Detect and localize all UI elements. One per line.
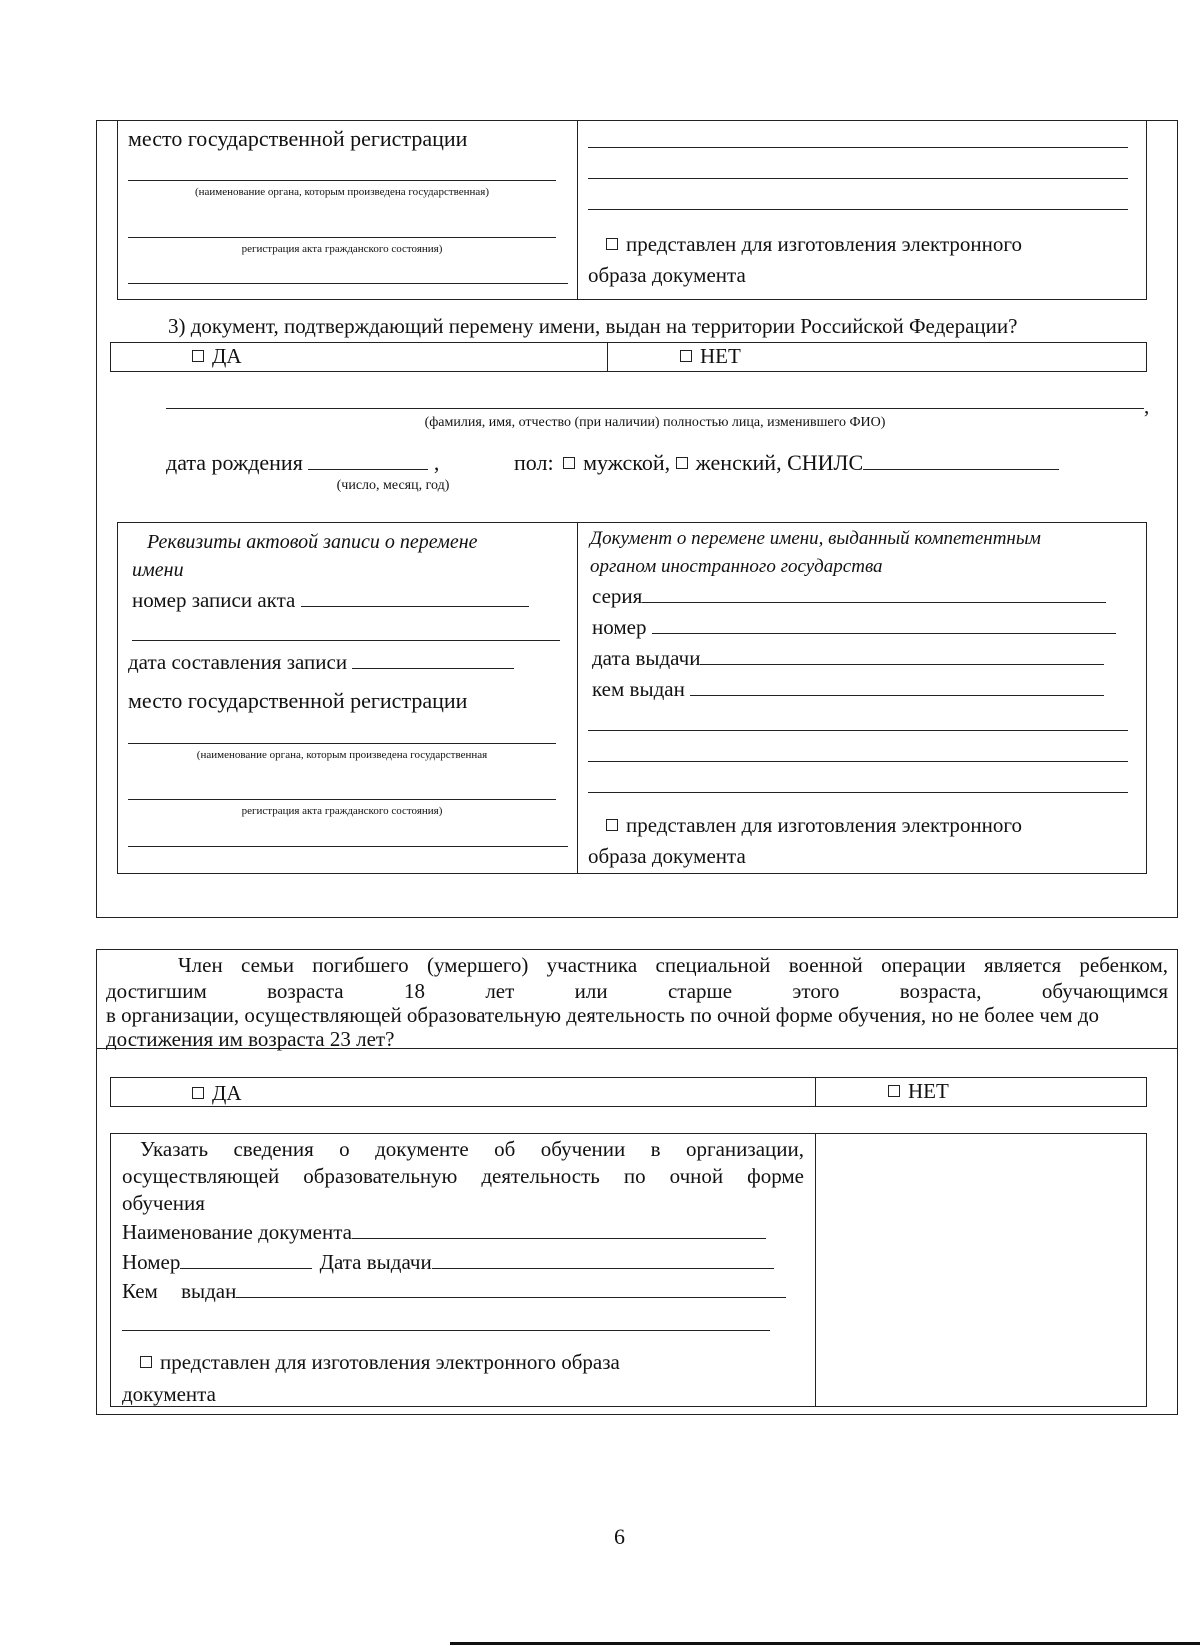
education-question-line-1: Член семьи погибшего (умершего) участника специальной военной операции является ребенком, <box>178 953 1168 977</box>
q3-answer-row <box>110 342 1147 372</box>
right-title-2: органом иностранного государства <box>590 556 883 577</box>
checkbox-icon[interactable] <box>680 350 692 362</box>
edu-number-field[interactable] <box>180 1250 312 1269</box>
bottom-line-top[interactable] <box>128 283 568 284</box>
presented-top-text: представлен для изготовления электронного <box>626 232 1022 256</box>
page-number: 6 <box>614 1524 625 1549</box>
fio-comma: , <box>1144 394 1150 418</box>
education-info-2: осуществляющей образовательную деятельность по очной форме <box>122 1164 804 1188</box>
question-3: 3) документ, подтверждающий перемену имени, выдан на территории Российской Федерации? <box>168 314 1018 338</box>
checkbox-icon[interactable] <box>676 457 688 469</box>
education-question-1 <box>106 952 1168 979</box>
q3-no-option[interactable] <box>680 344 741 369</box>
checkbox-icon[interactable] <box>140 1356 152 1368</box>
organ-line-top[interactable] <box>128 180 556 181</box>
edu-issue-date-label: Дата выдачи <box>319 1250 432 1274</box>
edu-presented[interactable] <box>140 1350 620 1375</box>
presented-right[interactable] <box>606 813 1022 838</box>
name-change-divider <box>577 522 578 874</box>
education-yes-label: ДА <box>212 1081 242 1105</box>
place-label-top: место государственной регистрации <box>128 126 468 151</box>
education-answer-divider <box>815 1077 816 1107</box>
doc-name-row <box>122 1220 766 1245</box>
education-answer-row <box>110 1077 1147 1107</box>
fio-caption: (фамилия, имя, отчество (при наличии) полностью лица, изменившего ФИО) <box>424 415 886 430</box>
act-caption-top: регистрация акта гражданского состояния) <box>241 243 443 255</box>
presented-right-2: образа документа <box>588 844 746 868</box>
education-info-divider <box>815 1133 816 1407</box>
left-organ-caption: (наименование органа, которым произведена государственная <box>196 749 488 761</box>
issue-date-row <box>592 646 1104 671</box>
registration-table-divider <box>577 120 578 300</box>
birth-caption: (число, месяц, год) <box>336 478 450 493</box>
left-organ-line[interactable] <box>128 743 556 744</box>
right-title-1: Документ о перемене имени, выданный компетентным <box>590 528 1041 549</box>
record-number-field[interactable] <box>301 588 529 607</box>
footer-rule <box>450 1642 1200 1645</box>
education-info-3: обучения <box>122 1191 205 1215</box>
fio-line[interactable] <box>166 408 1144 409</box>
q3-yes-label: ДА <box>212 344 242 368</box>
birth-row: дата рождения , <box>166 450 440 475</box>
issued-by-field[interactable] <box>690 677 1104 696</box>
gender-row <box>514 450 1059 476</box>
record-number-row <box>132 588 529 613</box>
birth-date-field[interactable] <box>308 451 428 470</box>
edu-number-label: Номер <box>122 1250 181 1274</box>
q3-yes-option[interactable] <box>192 344 242 369</box>
snils-field[interactable] <box>863 451 1059 470</box>
education-info-1: Указать сведения о документе об обучении в организации, <box>140 1137 804 1161</box>
edu-issued-by-row <box>122 1279 786 1304</box>
presented-right-text: представлен для изготовления электронного <box>626 813 1022 837</box>
left-bottom-line[interactable] <box>128 846 568 847</box>
gender-label: пол: <box>514 450 554 475</box>
number-label: номер <box>592 615 647 639</box>
number-field[interactable] <box>652 615 1116 634</box>
record-date-field[interactable] <box>352 650 514 669</box>
edu-issued-by-label: Кем выдан <box>122 1279 237 1303</box>
edu-number-row <box>122 1250 774 1275</box>
record-number-label: номер записи акта <box>132 588 296 612</box>
series-label: серия <box>592 584 643 608</box>
left-title-1: Реквизиты актовой записи о перемене <box>147 531 478 553</box>
male-label: мужской, <box>583 450 671 475</box>
checkbox-icon[interactable] <box>606 819 618 831</box>
left-title-2: имени <box>132 559 184 581</box>
edu-presented-2: документа <box>122 1382 216 1406</box>
checkbox-icon[interactable] <box>563 457 575 469</box>
edu-presented-text: представлен для изготовления электронного образа <box>160 1350 620 1374</box>
checkbox-icon[interactable] <box>606 238 618 250</box>
presented-top[interactable] <box>606 232 1022 257</box>
issue-date-label: дата выдачи <box>592 646 701 670</box>
education-yes-option[interactable] <box>192 1081 242 1106</box>
issued-by-row <box>592 677 1104 702</box>
education-no-option[interactable] <box>888 1079 949 1104</box>
education-no-label: НЕТ <box>908 1079 949 1103</box>
edu-issued-by-line-2[interactable] <box>122 1330 770 1331</box>
doc-name-label: Наименование документа <box>122 1220 352 1244</box>
q3-divider <box>607 342 608 372</box>
right-line-3[interactable] <box>588 209 1128 210</box>
education-question-2: достигшим возраста 18 лет или старше этого возраста, обучающимся <box>106 979 1168 1003</box>
right-line-1[interactable] <box>588 147 1128 148</box>
record-date-row <box>128 650 514 675</box>
education-question-3: в организации, осуществляющей образовательную деятельность по очной форме обучения, но не более чем до <box>106 1003 1100 1027</box>
female-label: женский, <box>695 450 782 475</box>
edu-issue-date-field[interactable] <box>432 1250 774 1269</box>
education-question-4: достижения им возраста 23 лет? <box>106 1027 395 1051</box>
right-line-a[interactable] <box>588 730 1128 731</box>
left-place-label: место государственной регистрации <box>128 688 468 713</box>
right-line-b[interactable] <box>588 761 1128 762</box>
number-row <box>592 615 1116 640</box>
q3-no-label: НЕТ <box>700 344 741 368</box>
checkbox-icon[interactable] <box>192 350 204 362</box>
act-line-top[interactable] <box>128 237 556 238</box>
series-row <box>592 584 1106 609</box>
birth-label: дата рождения <box>166 450 303 475</box>
snils-label: СНИЛС <box>787 450 864 475</box>
right-line-c[interactable] <box>588 792 1128 793</box>
series-field[interactable] <box>642 584 1106 603</box>
edu-issued-by-field[interactable] <box>236 1279 786 1298</box>
left-act-line[interactable] <box>128 799 556 800</box>
doc-name-field[interactable] <box>352 1220 766 1239</box>
checkbox-icon[interactable] <box>192 1087 204 1099</box>
issued-by-label: кем выдан <box>592 677 685 701</box>
right-line-2[interactable] <box>588 178 1128 179</box>
record-number-line-2[interactable] <box>132 640 560 641</box>
checkbox-icon[interactable] <box>888 1085 900 1097</box>
left-act-caption: регистрация акта гражданского состояния) <box>241 805 443 817</box>
record-date-label: дата составления записи <box>128 650 348 674</box>
presented-top-2: образа документа <box>588 263 746 287</box>
organ-caption-top: (наименование органа, которым произведена государственная) <box>194 186 490 198</box>
issue-date-field[interactable] <box>700 646 1104 665</box>
